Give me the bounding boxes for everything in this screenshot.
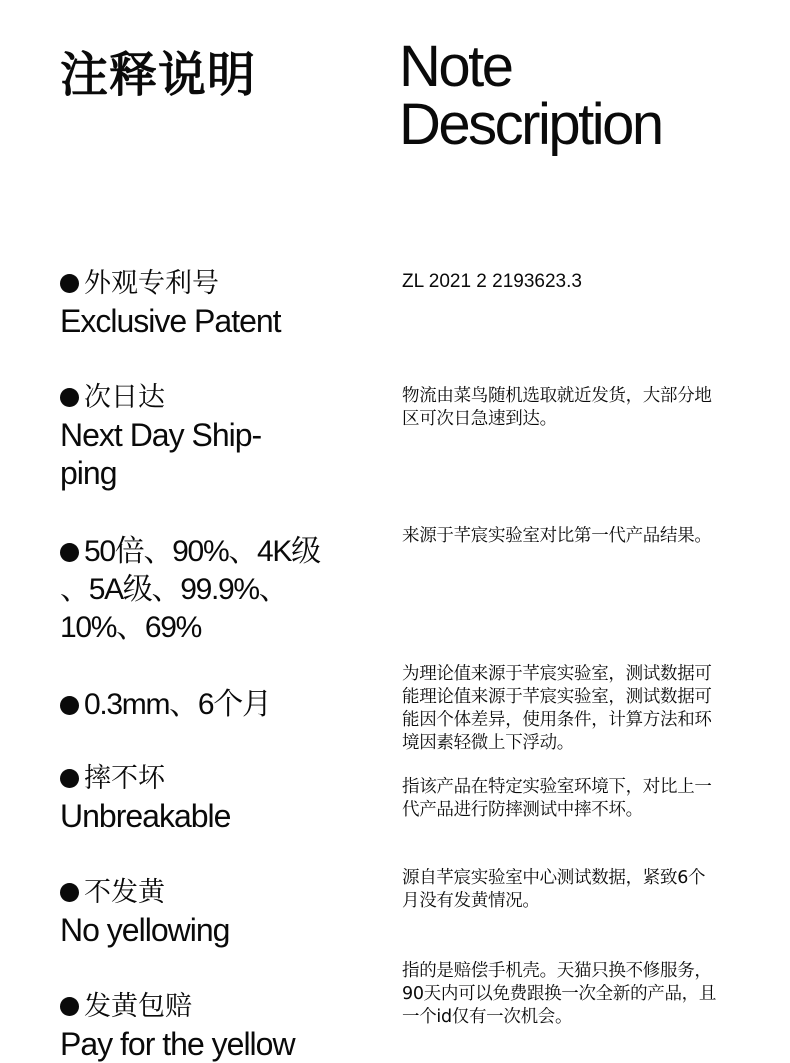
note-desc-line: 代产品进行防摔测试中摔不坏。 [402,800,643,820]
page-title-cn: 注释说明 [60,47,257,103]
note-desc-patent [402,270,747,293]
note-label-line: 、5A级、99.9%、 [60,573,288,606]
note-label-unbreakable [60,761,360,835]
note-label-en: Pay for the yellow [60,1026,295,1062]
note-desc-line: 能因个体差异，使用条件，计算方法和环 [402,710,712,730]
title-en-line-1: Note [399,34,512,99]
bullet-dot-icon [60,769,79,788]
note-label-next-day [60,380,360,492]
note-label-cn: 摔不坏 [60,761,360,797]
note-label-cn: 次日达 [60,380,360,416]
note-desc-line: ZL 2021 2 2193623.3 [402,271,582,292]
note-desc-no-yellowing [402,867,747,913]
note-label-en: ping [60,455,117,491]
note-desc-line: 区可次日急速到达。 [402,409,557,429]
bullet-dot-icon [60,543,79,562]
note-desc-line: 境因素轻微上下浮动。 [402,733,574,753]
note-desc-yellow-compensation [402,960,747,1029]
page-title-en [399,34,662,157]
note-desc-line: 90天内可以免费跟换一次全新的产品，且 [402,984,717,1004]
bullet-dot-icon [60,388,79,407]
note-desc-line: 一个id仅有一次机会。 [402,1007,573,1027]
note-label-cn: 发黄包赔 [60,989,360,1025]
note-label-line: 10%、69% [60,611,201,644]
bullet-dot-icon [60,274,79,293]
note-desc-stats [402,525,747,548]
note-label-line: 0.3mm、6个月 [60,686,360,724]
note-desc-line: 来源于芊宸实验室对比第一代产品结果。 [402,526,712,546]
note-desc-line: 月没有发黄情况。 [402,891,540,911]
note-label-no-yellowing [60,875,360,949]
note-label-line: 50倍、90%、4K级 [60,533,360,571]
note-label-patent [60,266,360,340]
note-label-stats [60,533,360,647]
note-desc-line: 指的是赔偿手机壳。天猫只换不修服务， [402,961,712,981]
note-desc-line: 源自芊宸实验室中心测试数据，紧致6个 [402,868,706,888]
bullet-dot-icon [60,696,79,715]
note-label-yellow-compensation [60,989,360,1063]
note-desc-line: 为理论值来源于芊宸实验室，测试数据可 [402,664,712,684]
note-desc-thickness [402,663,747,755]
note-label-en: No yellowing [60,912,230,948]
title-en-line-2: Description [399,92,662,157]
bullet-dot-icon [60,883,79,902]
note-label-en: Exclusive Patent [60,303,281,339]
note-desc-line: 指该产品在特定实验室环境下，对比上一 [402,777,712,797]
bullet-dot-icon [60,997,79,1016]
note-desc-next-day [402,385,747,431]
note-label-en: Next Day Ship- [60,417,262,453]
note-label-en: Unbreakable [60,798,231,834]
note-desc-unbreakable [402,776,747,822]
note-desc-line: 物流由菜鸟随机选取就近发货，大部分地 [402,386,712,406]
note-label-cn: 不发黄 [60,875,360,911]
note-desc-line: 能理论值来源于芊宸实验室，测试数据可 [402,687,712,707]
note-label-cn: 外观专利号 [60,266,360,302]
note-label-thickness [60,686,360,724]
